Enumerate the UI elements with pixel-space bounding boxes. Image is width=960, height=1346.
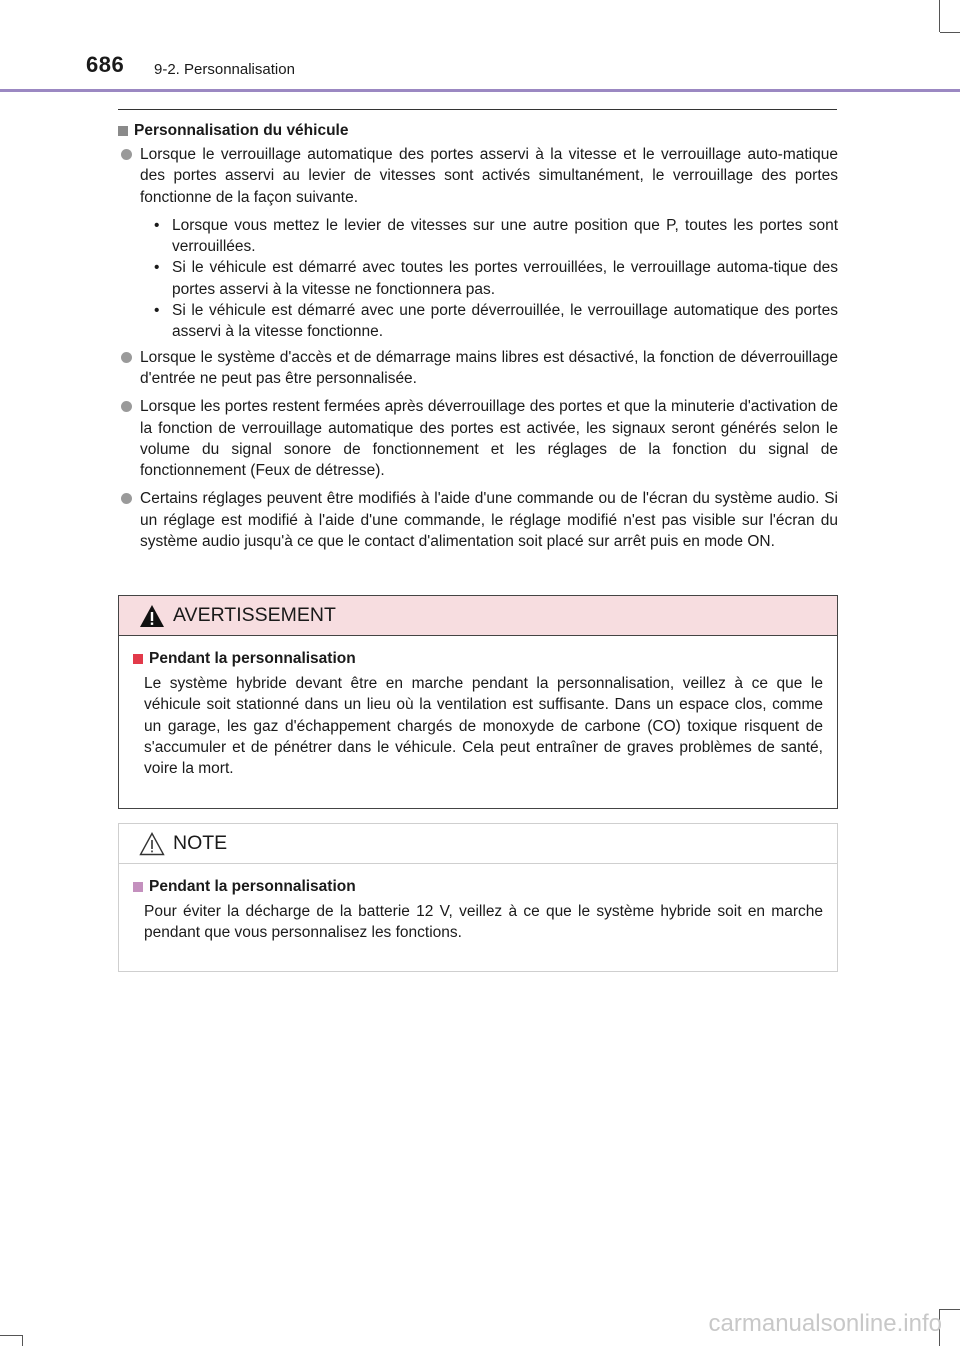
paragraph-text: Lorsque le système d'accès et de démarrage mains libres est désactivé, la fonction de déverrouillage d'entrée ne peut pas être personnalisée. — [140, 348, 838, 387]
list-item-text: Lorsque vous mettez le levier de vitesses sur une autre position que P, toutes les portes sont verrouillées. — [172, 216, 838, 256]
bullet-mark: • — [154, 259, 160, 277]
note-header — [119, 824, 837, 864]
bullet-mark: • — [154, 302, 160, 320]
warning-triangle-icon — [139, 604, 165, 628]
round-bullet-icon — [121, 149, 132, 160]
paragraph-text: Certains réglages peuvent être modifiés à l'aide d'une commande ou de l'écran du système audio. Si un réglage est modifié à l'aide d'une commande, le réglage modifié n'est pas visible sur l'écran du système audio jusqu'à ce que le contact d'alimentation soit placé sur arrêt puis en mode ON. — [140, 490, 838, 551]
paragraph — [118, 396, 838, 481]
page-header — [0, 0, 960, 92]
round-bullet-icon — [121, 401, 132, 412]
warning-header — [119, 596, 837, 636]
square-bullet-icon — [118, 126, 128, 136]
paragraph-text: Lorsque les portes restent fermées après déverrouillage des portes et que la minuterie d'activation de la fonction de verrouillage automatique des portes est activée, les signaux seront générés selon le volume du signal sonore de fonctionnement et les réglages de la fonction du signal de fonctionnement (Feux de détresse). — [140, 398, 838, 480]
warning-text: Le système hybride devant être en marche pendant la personnalisation, veillez à ce que le véhicule soit stationné dans un lieu où la ventilation est suffisante. Dans un espace clos, comme un garage, les gaz d'échappement chargés de monoxyde de carbone (CO) toxique risquent de s'accumuler et de pénétrer dans le véhicule. Cela peut entraîner de graves problèmes de santé, voire la mort. — [144, 675, 823, 778]
warning-title: AVERTISSEMENT — [173, 604, 336, 626]
crop-mark — [0, 1335, 22, 1336]
page-number: 686 — [86, 52, 125, 77]
list-item-text: Si le véhicule est démarré avec une porte déverrouillée, le verrouillage automatique des portes asservi à la vitesse fonctionne. — [172, 302, 838, 341]
square-bullet-icon — [133, 882, 143, 892]
note-triangle-icon — [139, 832, 165, 856]
warning-heading-text: Pendant la personnalisation — [149, 650, 356, 667]
note-title: NOTE — [173, 832, 228, 854]
paragraph-text: Lorsque le verrouillage automatique des portes asservi à la vitesse et le verrouillage auto-matique des portes asservi au levier de vitesses sont activés simultanément, le verrouillage des portes fonctionne de la façon suivante. — [140, 146, 838, 206]
warning-body — [119, 636, 837, 789]
note-text: Pour éviter la décharge de la batterie 12 V, veillez à ce que le système hybride soit en marche pendant que vous personnalisez les fonctions. — [144, 903, 823, 942]
note-heading — [133, 878, 823, 896]
crop-mark — [940, 1309, 960, 1310]
content-divider — [118, 109, 837, 110]
warning-box — [118, 595, 838, 809]
square-bullet-icon — [133, 654, 143, 664]
list-item — [154, 215, 838, 258]
section-heading — [118, 122, 838, 140]
crop-mark — [939, 0, 940, 32]
round-bullet-icon — [121, 352, 132, 363]
section-title: 9-2. Personnalisation — [154, 61, 295, 78]
header-rule — [0, 89, 960, 92]
heading-text: Personnalisation du véhicule — [134, 122, 349, 139]
paragraph — [118, 144, 838, 208]
round-bullet-icon — [121, 493, 132, 504]
crop-mark — [22, 1335, 23, 1346]
paragraph — [118, 347, 838, 390]
watermark: carmanualsonline.info — [708, 1310, 942, 1337]
list-item — [154, 257, 838, 300]
note-box — [118, 823, 838, 972]
bullet-mark: • — [154, 216, 160, 234]
warning-heading — [133, 650, 823, 668]
list-item — [154, 300, 838, 343]
note-body — [119, 864, 837, 954]
paragraph — [118, 488, 838, 552]
main-content — [118, 122, 838, 559]
list-item-text: Si le véhicule est démarré avec toutes les portes verrouillées, le verrouillage automa-tique des portes asservi à la vitesse ne fonctionnera pas. — [172, 259, 838, 298]
bullet-list — [154, 215, 838, 343]
crop-mark — [940, 32, 960, 33]
note-heading-text: Pendant la personnalisation — [149, 878, 356, 895]
